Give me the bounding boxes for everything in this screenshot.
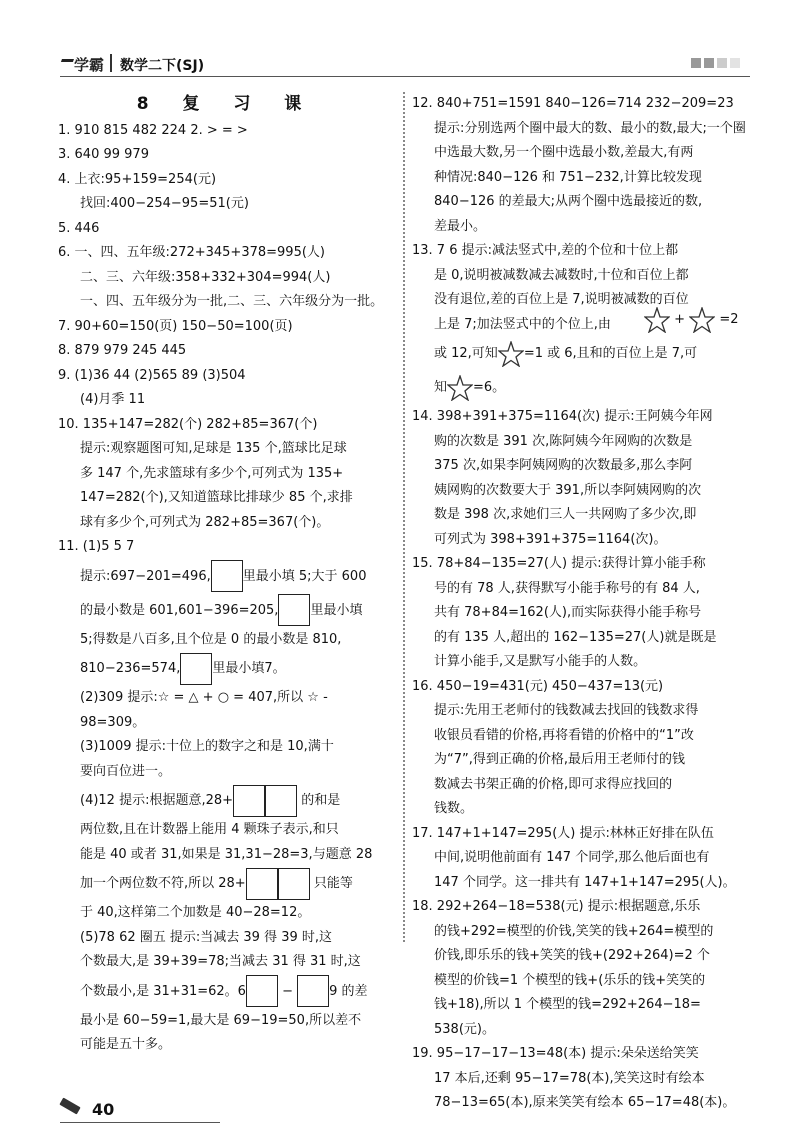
text-line: 7. 90+60=150(页) 150−50=100(页) [58,318,293,334]
text-line: 是 0,说明被减数减去减数时,十位和百位上都 [434,267,689,283]
text-line: 17. 147+1+147=295(人) 提示:林林正好排在队伍 [412,825,714,841]
text-line: 模型的价钱=1 个模型的钱+(乐乐的钱+笑笑的 [434,972,706,988]
text-line: (5)78 62 圈五 提示:当减去 39 得 39 时,这 [80,929,333,945]
text-line: 计算小能手,又是默写小能手的人数。 [434,654,647,669]
text-line: 538(元)。 [434,1021,495,1037]
text-line: 二、三、六年级:358+332+304=994(人) [80,269,331,285]
text-line: 找回:400−254−95=51(元) [80,196,249,211]
text-line: 个数最小,是 31+31=62。6 − 9 的差 [58,975,394,1009]
text-line: + =2 [412,303,784,337]
answer-box [246,975,278,1007]
text-line: 147 个同学。这一排共有 147+1+147=295(人)。 [434,874,736,890]
text-line: 购的次数是 391 次,陈阿姨今年网购的次数是 [434,433,693,449]
text-line: 4. 上衣:95+159=254(元) [58,171,217,187]
text-line: 提示:观察题图可知,足球是 135 个,篮球比足球 [80,441,347,456]
right-answers-a [412,92,784,337]
text-line: 78−13=65(本),原来笑笑有绘本 65−17=48(本)。 [434,1095,736,1110]
text-line: 能是 40 或者 31,如果是 31,31−28=3,与题意 28 [80,846,373,862]
text-line: 为“7”,得到正确的价格,最后用王老师付的钱 [434,752,686,767]
text-line: 375 次,如果李阿姨网购的次数最多,那么李阿 [434,458,693,473]
text-line: 钱数。 [434,801,474,816]
text-line: 5. 446 [58,220,100,236]
answer-box [278,868,310,900]
text-line: (4)12 提示:根据题意,28+ 的和是 [58,784,394,818]
text-line: 14. 398+391+375=1164(次) 提示:王阿姨今年网 [412,409,713,424]
right-answers-b [412,405,784,1116]
text-line: 数是 398 次,求她们三人一共网购了多少次,即 [434,507,697,522]
text-line: 提示:697−201=496, 里最小填 5;大于 600 [58,560,394,594]
text-line: 98=309。 [80,714,146,730]
cap-icon [58,59,74,70]
text-line: 要向百位进一。 [80,763,172,779]
left-answers [58,119,394,560]
text-line: 的有 135 人,超出的 162−135=27(人)就是既是 [434,629,717,645]
text-line: 的最小数是 601,601−396=205, 里最小填 [58,594,394,628]
text-line: 个数最大,是 39+39=78;当减去 31 得 31 时,这 [80,954,361,969]
text-line: 最小是 60−59=1,最大是 69−19=50,所以差不 [80,1012,362,1028]
text-line: 价钱,即乐乐的钱+笑笑的钱+(292+264)=2 个 [434,948,710,963]
text-line: 加一个两位数不符,所以 28+ 只能等 [58,867,394,901]
text-line: (4)月季 11 [80,392,146,407]
text-line: 数减去书架正确的价格,即可求得应找回的 [434,776,673,792]
text-line: 840−126 的差最大;从两个圈中选最接近的数, [434,194,703,209]
text-line: 9. (1)36 44 (2)565 89 (3)504 [58,367,246,383]
text-line: 19. 95−17−17−13=48(本) 提示:朵朵送给笑笑 [412,1046,699,1061]
column-divider [403,92,405,942]
answer-box [233,785,265,817]
text-line: 上是 7;加法竖式中的个位上,由 [434,316,611,332]
text-line: 147=282(个),又知道篮球比排球少 85 个,求排 [80,490,353,505]
text-line: 知 =6。 [412,371,784,405]
text-line: 15. 78+84−135=27(人) 提示:获得计算小能手称 [412,556,706,571]
star-icon [447,375,473,401]
answer-box [265,785,297,817]
header-squares [691,58,740,68]
text-line: 16. 450−19=431(元) 450−437=13(元) [412,678,664,694]
text-line: 于 40,这样第二个加数是 40−28=12。 [80,905,311,920]
page-number: 40 [92,1100,115,1119]
text-line: 没有退位,差的百位上是 7,说明被减数的百位 [434,292,689,307]
left-column [58,92,394,1058]
text-line: 姨网购的次数要大于 391,所以李阿姨网购的次 [434,482,702,498]
right-column [412,92,784,1116]
text-line: 多 147 个,先求篮球有多少个,可列式为 135+ [80,465,344,481]
text-line: 提示:先用王老师付的钱数减去找回的钱数求得 [434,703,699,718]
text-line: 共有 78+84=162(人),而实际获得小能手称号 [434,605,702,620]
text-line: (2)309 提示:☆ = △ + ○ = 407,所以 ☆ - [80,690,328,705]
text-line: 一、四、五年级分为一批,二、三、六年级分为一批。 [80,294,384,309]
text-line: 两位数,且在计数器上能用 4 颗珠子表示,和只 [80,822,339,837]
text-line: 5;得数是八百多,且个位是 0 的最小数是 810, [80,631,342,647]
text-line: 8. 879 979 245 445 [58,343,187,358]
text-line: 收银员看错的价格,再将看错的价格中的“1”改 [434,727,694,743]
text-line: 可能是五十多。 [80,1037,172,1052]
text-line: 号的有 78 人,获得默写小能手称号的有 84 人, [434,580,700,596]
answer-box [278,594,310,626]
text-line: 钱+18),所以 1 个模型的钱=292+264−18= [434,997,701,1012]
text-line: 或 12,可知 =1 或 6,且和的百位上是 7,可 [412,337,784,371]
answer-box [211,560,243,592]
header-separator [110,54,112,72]
section-title: 8 复 习 课 [136,94,316,114]
text-line: 11. (1)5 5 7 [58,539,135,554]
brand-text: 学霸 [74,56,105,74]
text-line: 球有多少个,可列式为 282+85=367(个)。 [80,514,330,530]
text-line: 18. 292+264−18=538(元) 提示:根据题意,乐乐 [412,899,701,914]
course-title: 数学二下(SJ) [120,58,205,74]
text-line: 3. 640 99 979 [58,147,149,162]
text-line: 10. 135+147=282(个) 282+85=367(个) [58,416,318,432]
text-line: 17 本后,还剩 95−17=78(本),笑笑这时有绘本 [434,1070,705,1086]
star-icon [644,307,670,333]
page-footer [60,1100,220,1130]
header-rule [60,76,750,77]
text-line: 的钱+292=模型的价钱,笑笑的钱+264=模型的 [434,923,714,939]
text-line: 810−236=574, 里最小填7。 [58,652,394,686]
text-line: 差最小。 [434,218,487,234]
star-icon [498,341,524,367]
text-line: (3)1009 提示:十位上的数字之和是 10,满十 [80,739,334,754]
pen-icon [59,1098,80,1115]
answer-box [180,653,212,685]
footer-rule [60,1122,220,1123]
answer-box [297,975,329,1007]
text-line: 中选最大数,另一个圈中选最小数,差最大,有两 [434,145,694,160]
text-line: 中间,说明他前面有 147 个同学,那么他后面也有 [434,850,710,865]
text-line: 1. 910 815 482 224 2. > = > [58,122,248,138]
star-icon [689,307,715,333]
text-line: 提示:分别选两个圈中最大的数、最小的数,最大;一个圈 [434,120,746,136]
answer-box [246,868,278,900]
brand-logo [60,54,104,75]
text-line: 12. 840+751=1591 840−126=714 232−209=23 [412,96,734,111]
q11-hints [58,560,394,1058]
text-line: 13. 7 6 提示:减法竖式中,差的个位和十位上都 [412,243,679,258]
text-line: 可列式为 398+391+375=1164(次)。 [434,531,667,547]
text-line: 种情况:840−126 和 751−232,计算比较发现 [434,169,702,185]
text-line: 6. 一、四、五年级:272+345+378=995(人) [58,245,325,260]
page-header [60,52,750,78]
